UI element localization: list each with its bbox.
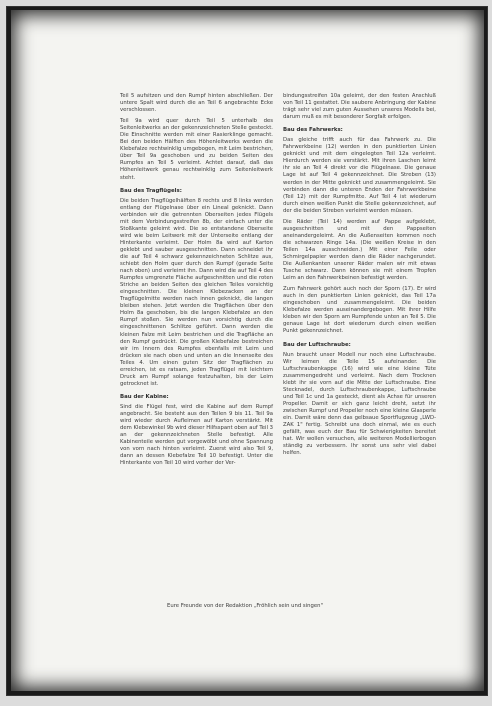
paragraph: Teil 5 aufsitzen und den Rumpf hinten abschließen. Der untere Spalt wird durch die an Teil 6 angebrachte Ecke verschlossen. (120, 93, 273, 114)
paragraph: Die beiden Tragflügelhälften 8 rechts und 8 links werden entlang der Flügelnase über ein Lineal geknickt. Dann verbinden wir die getrennten Oberseiten jedes Flügels mit dem Verbindungsstreifen 8b, der einfach unter die Stoßkante geleimt wird. Die so entstandene Oberseite wird wie beim Leitwerk mit der Unterseite entlang der Hinterkante verleimt. Der Holm 8a wird auf Karton geklebt und sauber ausgeschnitten. Dann schneidet ihr die auf Teil 4 schwarz gekennzeichneten Schlitze aus, schiebt den Holm quer durch den Rumpf (gerade Seite nach oben) und verleimt ihn. Dann wird die auf Teil 4 des Rumpfes umgrenzte Fläche aufgeschnitten und die roten Striche an beiden Seiten des gleichen Teiles vorsichtig eingeschnitten. Die kleinen Klebezacken an der Tragflügelmitte werden nach innen geknickt, die langen bleiben stehen. Jetzt werden die Tragflächen über den Holm 8a geschoben, bis die langen Klebefalze an den Rumpf stoßen. Sie werden nun vorsichtig durch die eingeschnittenen Schlitze geführt. Dann werden die kleinen Falze mit Leim bestrichen und die Tragfläche an den Rumpf gedrückt. Die großen Klebefalze bestreichen wir im Innern des Rumpfes ebenfalls mit Leim und drücken sie nach oben und unten an die Innenseite des Teiles 4. Um einen guten Sitz der Tragflächen zu erreichen, ist es ratsam, jeden Tragflügel mit leichtem Druck am Rumpf solange festzuhalten, bis der Leim getrocknet ist. (120, 197, 273, 387)
section-heading-propeller: Bau der Luftschraube: (283, 341, 351, 348)
paragraph: bindungsstreifen 10a geleimt, der den festen Anschluß von Teil 11 gestattet. Die saubere Anbringung der Kabine trägt sehr viel zum guten Aussehen unseres Modells bei, darum muß es mit besonderer Sorgfalt erfolgen. (283, 93, 436, 121)
left-text-column (120, 93, 273, 471)
paragraph: Nun braucht unser Modell nur noch eine Luftschraube. Wir leimen die Teile 15 aufeinander. Die Luftschraubenkappe (16) wird wie eine kleine Tüte zusammengedreht und verleimt. Nach dem Trocknen klebt ihr sie vorn auf die Mitte der Luftschraube. Eine Stecknadel, durch Luftschraubenkappe, Luftschraube und Teil 1c und 1a gesteckt, dient als Achse für unseren Propeller. Damit er sich ganz leicht dreht, setzt ihr zwischen Rumpf und Propeller noch eine kleine Glasperle ein. Damit wäre denn das gelbsaue Sportflugzeug „LWD-ZAK 1" fertig. Schreibt uns doch einmal, wie es euch gefällt, was euch der Bau für Schwierigkeiten bereitet hat. Wir wollen versuchen, alle weiteren Modellierbogen ständig zu verbessern. Ihr sonst uns sehr viel dabei helfen. (283, 351, 436, 457)
right-text-column (283, 93, 436, 461)
paragraph: Die Räder (Teil 14) werden auf Pappe aufgeklebt, ausgeschnitten und mit den Pappseiten aneinandergeleimt. An die Außenseiten kommen noch die schwarzen Ringe 14a. (Die weißen Kreise in den Teilen 14a ausschneiden.) Mit einer Feile oder Schmirgelpapier werden dann die Räder nachgerundet. Die Außenkanten unserer Räder malen wir mit etwas Tusche schwarz. Dann können sie mit einem Tropfen Leim an den Fahrwerkbeinen befestigt werden. (283, 218, 436, 282)
page-footer-signature: Eure Freunde von der Redaktion „Fröhlich sein und singen" (167, 603, 323, 609)
scan-edge-bottom (7, 691, 487, 695)
section-heading-gear: Bau des Fahrwerks: (283, 127, 343, 134)
scan-edge-right (484, 7, 487, 695)
paragraph: Teil 9a wird quer durch Teil 5 unterhalb des Seitenleitwerks an der gekennzeichneten Stelle gesteckt. Die Einschnitte werden mit einer Rasierklinge gemacht. Bei den beiden Hälften des Höhenleitwerks werden die Klebefalze rechtwinklig umgebogen, mit Leim bestrichen, über Teil 9a geschoben und zu beiden Seiten des Rumpfes an Teil 5 verleimt. Achtet darauf, daß das Höhenleitwerk genau rechtwinklig zum Seitenleitwerk steht. (120, 118, 273, 181)
section-heading-cabin: Bau der Kabine: (120, 393, 169, 400)
paragraph: Sind die Flügel fest, wird die Kabine auf dem Rumpf angebracht. Sie besteht aus den Teilen 9 bis 11. Teil 9a wird wieder durch Aufleimen auf Karton verstärkt. Mit dem Klebewinkel 9b wird dieser Hilfsspant oben auf Teil 3 an der gekennzeichneten Stelle befestigt. Alle Kabinenteile werden gut vorgewölbt und ohne Spannung von vorn nach hinten verleimt. Zuerst wird also Teil 9, dann an dessen Klebefalze Teil 10 befestigt. Unter die Hinterkante von Teil 10 wird vorher der Ver- (120, 403, 273, 467)
paragraph: Das gleiche trifft auch für das Fahrwerk zu. Die Fahrwerkbeine (12) werden in den punktierten Linien geknickt und mit dem eingelegten Teil 12a verleimt. Hierdurch werden sie verstärkt. Mit ihren Laschen leimt ihr sie an Teil 4 direkt vor die Flügelnase. Die genaue Lage ist auf Teil 4 gekennzeichnet. Die Streben (13) werden in der Mitte geknickt und zusammengeleimt. Sie verbinden dann die unteren Enden der Fahrwerkbeine (Teil 12) mit der Rumpfmitte. Auf Teil 4 ist wiederum durch einen weißen Punkt die Stelle gekennzeichnet, auf der die beiden Streben verleimt werden müssen. (283, 137, 436, 214)
section-heading-wings: Bau des Tragflügels: (120, 187, 182, 194)
paragraph: Zum Fahrwerk gehört auch noch der Sporn (17). Er wird auch in den punktierten Linien geknickt, das Teil 17a eingeschoben und zusammengeleimt. Die beiden Klebefalze werden auseinandergebogen. Mit ihrer Hilfe kleben wir den Sporn am Rumpfende unten an Teil 5. Die genaue Lage ist dort wiederum durch einen weißen Punkt gekennzeichnet. (283, 286, 436, 335)
scanned-page (6, 6, 488, 696)
scan-edge-left (7, 7, 11, 695)
scan-edge-top (7, 7, 487, 10)
